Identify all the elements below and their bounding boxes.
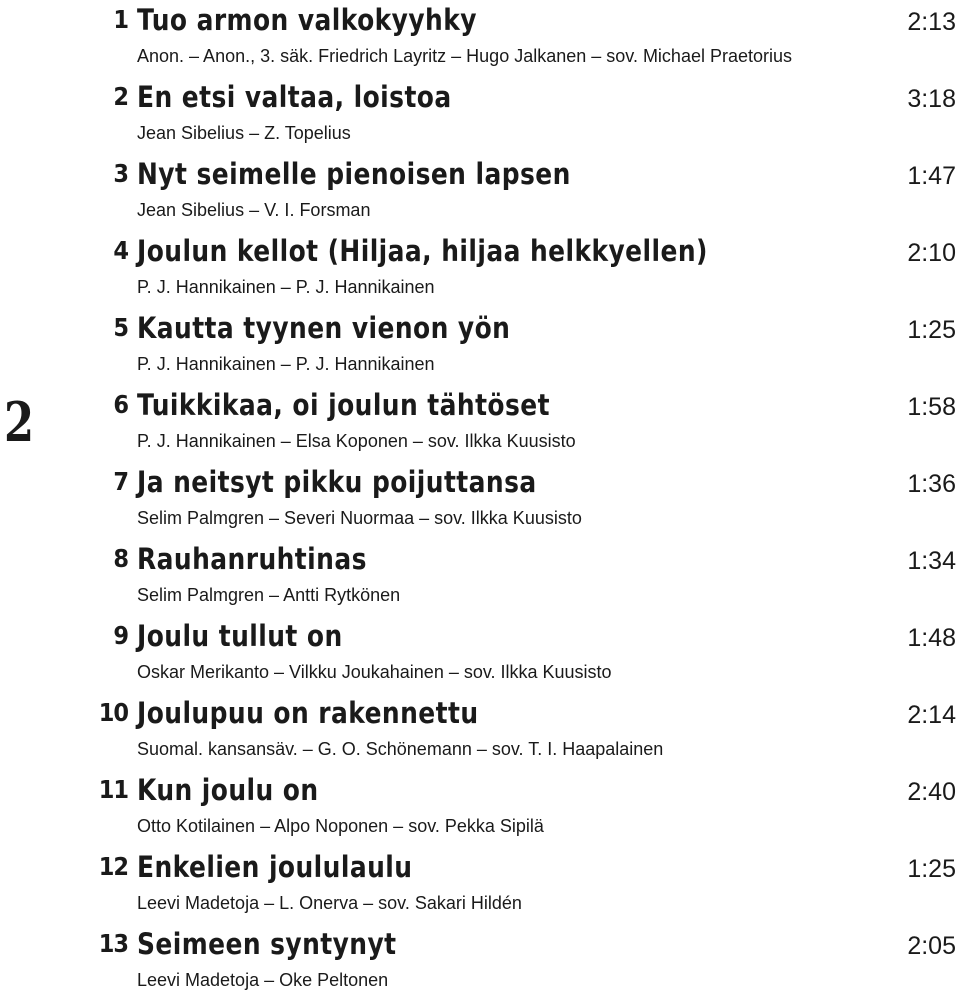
track-title: Joulupuu on rakennettu	[137, 696, 479, 730]
track-title: En etsi valtaa, loistoa	[137, 80, 452, 114]
track-number: 12	[98, 852, 128, 881]
track-duration: 1:25	[907, 316, 956, 344]
track-credits: P. J. Hannikainen – P. J. Hannikainen	[137, 277, 435, 297]
track-credits: P. J. Hannikainen – Elsa Koponen – sov. Ilkka Kuusisto	[137, 431, 576, 451]
track-number: 2	[113, 82, 128, 111]
track-row	[0, 847, 960, 924]
track-row	[0, 154, 960, 231]
track-row	[0, 0, 960, 77]
track-title: Enkelien joululaulu	[137, 850, 413, 884]
track-duration: 1:48	[907, 624, 956, 652]
track-credits: Selim Palmgren – Antti Rytkönen	[137, 585, 401, 605]
track-number: 10	[98, 698, 128, 727]
track-row	[0, 693, 960, 770]
track-row	[0, 924, 960, 1001]
track-duration: 2:10	[907, 239, 956, 267]
track-number: 4	[113, 236, 128, 265]
track-number: 11	[98, 775, 128, 804]
track-duration: 1:58	[907, 393, 956, 421]
track-row	[0, 385, 960, 462]
track-number: 13	[98, 929, 128, 958]
track-title: Kautta tyynen vienon yön	[137, 311, 511, 345]
track-row	[0, 616, 960, 693]
track-credits: Selim Palmgren – Severi Nuormaa – sov. Ilkka Kuusisto	[137, 508, 582, 528]
track-title: Tuikkikaa, oi joulun tähtöset	[137, 388, 550, 422]
track-duration: 2:14	[907, 701, 956, 729]
track-duration: 2:13	[907, 8, 956, 36]
disc-number: 2	[4, 390, 33, 454]
track-number: 8	[113, 544, 128, 573]
track-number: 9	[113, 621, 128, 650]
track-credits: Jean Sibelius – Z. Topelius	[137, 123, 351, 143]
track-title: Joulun kellot (Hiljaa, hiljaa helkkyellen)	[137, 234, 708, 268]
track-credits: Otto Kotilainen – Alpo Noponen – sov. Pekka Sipilä	[137, 816, 544, 836]
track-duration: 1:47	[907, 162, 956, 190]
track-title: Seimeen syntynyt	[137, 927, 397, 961]
track-number: 5	[113, 313, 128, 342]
track-number: 6	[113, 390, 128, 419]
track-number: 3	[113, 159, 128, 188]
track-title: Nyt seimelle pienoisen lapsen	[137, 157, 571, 191]
track-credits: Suomal. kansansäv. – G. O. Schönemann – sov. T. I. Haapalainen	[137, 739, 664, 759]
track-number: 7	[113, 467, 128, 496]
track-duration: 3:18	[907, 85, 956, 113]
track-title: Joulu tullut on	[137, 619, 343, 653]
track-row	[0, 770, 960, 847]
track-title: Ja neitsyt pikku poijuttansa	[137, 465, 537, 499]
track-duration: 1:36	[907, 470, 956, 498]
track-title: Tuo armon valkokyyhky	[137, 3, 477, 37]
track-row	[0, 462, 960, 539]
track-duration: 1:34	[907, 547, 956, 575]
track-credits: Leevi Madetoja – L. Onerva – sov. Sakari Hildén	[137, 893, 522, 913]
track-credits: Leevi Madetoja – Oke Peltonen	[137, 970, 389, 990]
track-title: Rauhanruhtinas	[137, 542, 367, 576]
track-credits: Anon. – Anon., 3. säk. Friedrich Layritz – Hugo Jalkanen – sov. Michael Praetorius	[137, 46, 793, 66]
track-credits: Oskar Merikanto – Vilkku Joukahainen – sov. Ilkka Kuusisto	[137, 662, 612, 682]
track-credits: P. J. Hannikainen – P. J. Hannikainen	[137, 354, 435, 374]
track-title: Kun joulu on	[137, 773, 319, 807]
track-duration: 2:05	[907, 932, 956, 960]
track-duration: 2:40	[907, 778, 956, 806]
track-row	[0, 77, 960, 154]
track-row	[0, 231, 960, 308]
track-row	[0, 308, 960, 385]
track-duration: 1:25	[907, 855, 956, 883]
track-credits: Jean Sibelius – V. I. Forsman	[137, 200, 371, 220]
track-number: 1	[113, 5, 128, 34]
track-row	[0, 539, 960, 616]
